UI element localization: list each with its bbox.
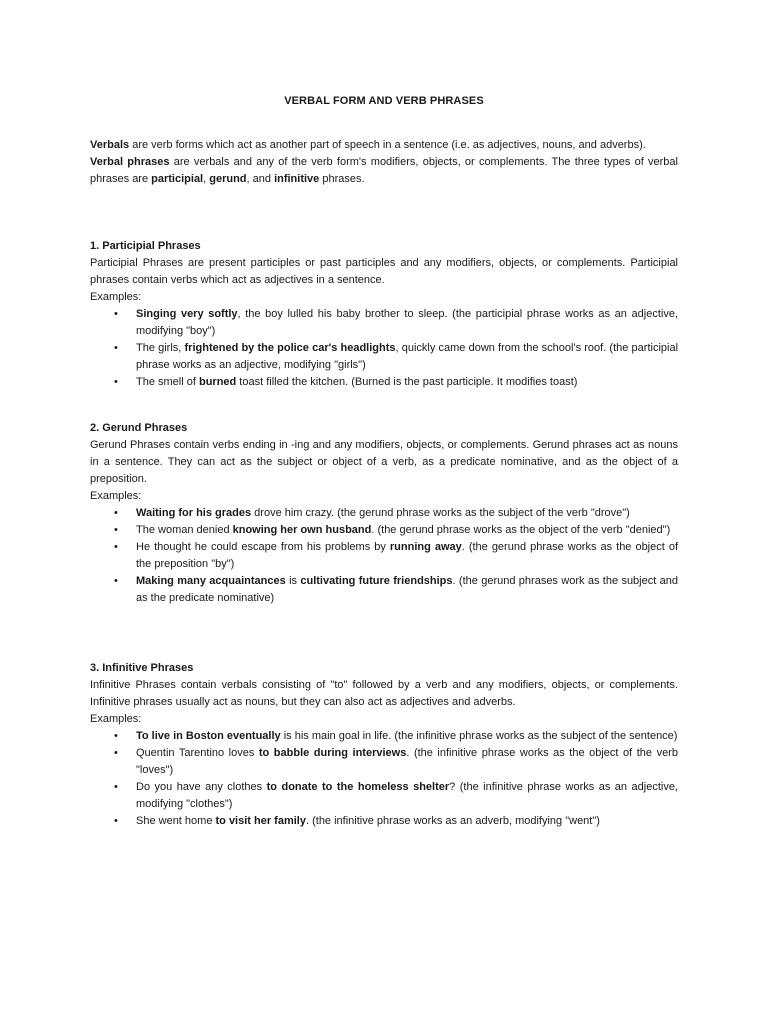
bullet-icon: • <box>114 342 118 354</box>
list-item: • To live in Boston eventually is his main goal in life. (the infinitive phrase works as the subject of the sentence) <box>90 728 678 745</box>
examples-label: Examples: <box>90 291 142 303</box>
list-item: • The woman denied knowing her own husband. (the gerund phrase works as the object of the verb "denied") <box>90 522 678 539</box>
bullet-icon: • <box>114 524 118 536</box>
page-title: VERBAL FORM AND VERB PHRASES <box>284 95 484 107</box>
list-item: • The girls, frightened by the police car's headlights, quickly came down from the school's roof. (the participial phrase works as an adjective, modifying "girls") <box>114 342 679 371</box>
intro-paragraph-verbal-phrases: Verbal phrases are verbals and any of the verb form's modifiers, objects, or complements. The three types of verbal phrases are participial, gerund, and infinitive phrases. <box>90 156 678 185</box>
section-body: Infinitive Phrases contain verbals consisting of "to" followed by a verb and any modifiers, objects, or complements. Infinitive phrases usually act as nouns, but they can also act as adjectives and adverbs. <box>90 679 678 708</box>
bullet-icon: • <box>114 730 118 742</box>
bullet-icon: • <box>114 781 118 793</box>
examples-label: Examples: <box>90 713 142 725</box>
section-participial <box>90 238 678 391</box>
list-item: • Making many acquaintances is cultivating future friendships. (the gerund phrases work as the subject and as the predicate nominative) <box>114 575 678 604</box>
section-infinitive <box>90 660 678 830</box>
section-body: Gerund Phrases contain verbs ending in -ing and any modifiers, objects, or complements. Gerund phrases act as nouns in a sentence. They can act as the subject or object of a verb, as a predicate nominative, and as the object of a preposition. <box>90 439 678 485</box>
list-item: • He thought he could escape from his problems by running away. (the gerund phrase works as the object of the preposition "by") <box>114 541 678 570</box>
bullet-icon: • <box>114 575 118 587</box>
examples-list <box>90 505 678 607</box>
section-heading: 3. Infinitive Phrases <box>90 662 194 674</box>
bullet-icon: • <box>114 815 118 827</box>
section-heading: 2. Gerund Phrases <box>90 422 188 434</box>
bullet-icon: • <box>114 376 118 388</box>
list-item: • She went home to visit her family. (the infinitive phrase works as an adverb, modifying "went") <box>90 813 678 830</box>
bullet-icon: • <box>114 747 118 759</box>
section-heading: 1. Participial Phrases <box>90 240 201 252</box>
intro-block <box>90 137 678 188</box>
bullet-icon: • <box>114 507 118 519</box>
intro-paragraph-verbals: Verbals are verb forms which act as another part of speech in a sentence (i.e. as adjectives, nouns, and adverbs). <box>90 139 646 151</box>
section-body: Participial Phrases are present participles or past participles and any modifiers, objects, or complements. Participial phrases contain verbs which act as adjectives in a sentence. <box>90 257 678 286</box>
list-item: • Quentin Tarentino loves to babble during interviews. (the infinitive phrase works as the object of the verb "loves") <box>114 747 678 776</box>
section-gerund <box>90 420 678 607</box>
bullet-icon: • <box>114 308 118 320</box>
list-item: • Singing very softly, the boy lulled his baby brother to sleep. (the participial phrase works as an adjective, modifying "boy") <box>114 308 678 337</box>
list-item: • Waiting for his grades drove him crazy. (the gerund phrase works as the subject of the verb "drove") <box>90 505 678 522</box>
list-item: • The smell of burned toast filled the kitchen. (Burned is the past participle. It modifies toast) <box>90 374 678 391</box>
examples-list <box>90 728 678 830</box>
examples-label: Examples: <box>90 490 142 502</box>
list-item: • Do you have any clothes to donate to the homeless shelter? (the infinitive phrase works as an adjective, modifying "clothes") <box>114 781 678 810</box>
bullet-icon: • <box>114 541 118 553</box>
examples-list <box>90 306 678 391</box>
